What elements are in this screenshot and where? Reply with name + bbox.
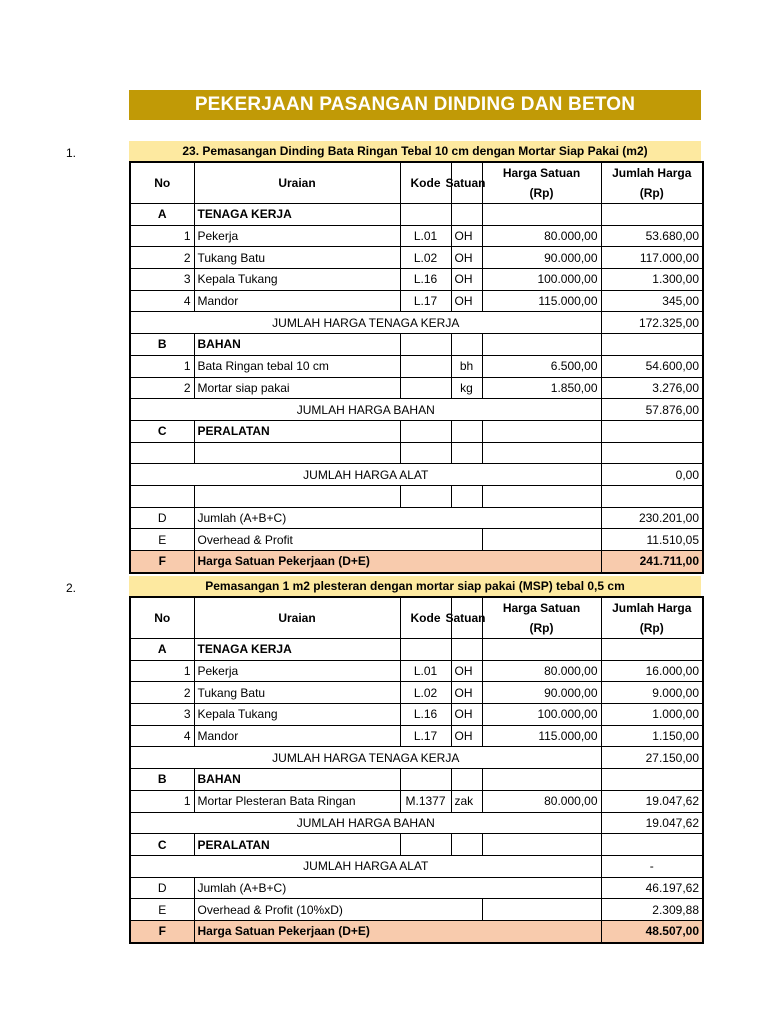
- group-label: BAHAN: [194, 334, 400, 356]
- row-kode: L.02: [400, 247, 451, 269]
- final-label: Harga Satuan Pekerjaan (D+E): [194, 920, 601, 942]
- summary-label: Overhead & Profit (10%xD): [194, 899, 482, 921]
- summary-value: 46.197,62: [601, 877, 703, 899]
- subtotal-label: JUMLAH HARGA TENAGA KERJA: [130, 747, 601, 769]
- table-header: [130, 162, 703, 183]
- table-row: [130, 247, 703, 269]
- header-kode: Kode: [400, 162, 451, 204]
- group-label: PERALATAN: [194, 834, 400, 856]
- group-code: B: [130, 769, 194, 791]
- cost-table-1: [129, 161, 704, 574]
- row-kode: L.01: [400, 660, 451, 682]
- summary-label: Overhead & Profit: [194, 529, 482, 551]
- row-uraian: Mandor: [194, 725, 400, 747]
- table-row: [130, 485, 703, 507]
- header-harga: Harga Satuan: [482, 162, 601, 183]
- summary-value: 230.201,00: [601, 507, 703, 529]
- table-row: [130, 377, 703, 399]
- header-harga-unit: (Rp): [482, 618, 601, 639]
- row-satuan: OH: [451, 247, 482, 269]
- row-satuan: OH: [451, 269, 482, 291]
- row-kode: [400, 377, 451, 399]
- row-jumlah: 9.000,00: [601, 682, 703, 704]
- row-satuan: OH: [451, 725, 482, 747]
- row-satuan: zak: [451, 790, 482, 812]
- row-kode: L.17: [400, 290, 451, 312]
- group-row: [130, 204, 703, 226]
- subtotal-value: 57.876,00: [601, 399, 703, 421]
- row-satuan: OH: [451, 290, 482, 312]
- header-jumlah-unit: (Rp): [601, 618, 703, 639]
- row-no: 1: [130, 660, 194, 682]
- subtotal-label: JUMLAH HARGA ALAT: [130, 464, 601, 486]
- row-no: 1: [130, 355, 194, 377]
- subtotal-row: [130, 747, 703, 769]
- header-satuan: Satuan: [451, 597, 482, 639]
- table-row: [130, 660, 703, 682]
- group-row: [130, 420, 703, 442]
- row-no: 3: [130, 704, 194, 726]
- row-harga: 115.000,00: [482, 725, 601, 747]
- table-row: [130, 682, 703, 704]
- final-value: 241.711,00: [601, 551, 703, 573]
- section-title: 23. Pemasangan Dinding Bata Ringan Tebal 10 cm dengan Mortar Siap Pakai (m2): [129, 141, 701, 161]
- summary-code: E: [130, 899, 194, 921]
- summary-code: D: [130, 507, 194, 529]
- header-no: No: [130, 162, 194, 204]
- header-jumlah: Jumlah Harga: [601, 162, 703, 183]
- row-satuan: OH: [451, 704, 482, 726]
- row-no: 1: [130, 225, 194, 247]
- header-jumlah-unit: (Rp): [601, 183, 703, 204]
- summary-code: E: [130, 529, 194, 551]
- row-kode: M.1377: [400, 790, 451, 812]
- header-satuan: Satuan: [451, 162, 482, 204]
- row-uraian: Mortar Plesteran Bata Ringan: [194, 790, 400, 812]
- row-harga: 80.000,00: [482, 790, 601, 812]
- row-satuan: bh: [451, 355, 482, 377]
- row-uraian: Kepala Tukang: [194, 269, 400, 291]
- row-satuan: OH: [451, 682, 482, 704]
- subtotal-row: [130, 855, 703, 877]
- row-jumlah: 345,00: [601, 290, 703, 312]
- summary-label: Jumlah (A+B+C): [194, 877, 601, 899]
- row-no: 2: [130, 377, 194, 399]
- header-uraian: Uraian: [194, 597, 400, 639]
- group-row: [130, 639, 703, 661]
- row-no: 2: [130, 682, 194, 704]
- final-label: Harga Satuan Pekerjaan (D+E): [194, 551, 601, 573]
- row-jumlah: 1.300,00: [601, 269, 703, 291]
- table-row: [130, 269, 703, 291]
- summary-row: [130, 877, 703, 899]
- row-no: 1: [130, 790, 194, 812]
- group-code: A: [130, 639, 194, 661]
- row-kode: L.17: [400, 725, 451, 747]
- row-uraian: Mandor: [194, 290, 400, 312]
- table-row: [130, 704, 703, 726]
- table-row: [130, 790, 703, 812]
- row-kode: L.16: [400, 704, 451, 726]
- row-no: 4: [130, 290, 194, 312]
- subtotal-value: 27.150,00: [601, 747, 703, 769]
- group-code: C: [130, 834, 194, 856]
- row-jumlah: 1.150,00: [601, 725, 703, 747]
- final-code: F: [130, 920, 194, 942]
- group-code: A: [130, 204, 194, 226]
- section-number: 2.: [66, 581, 77, 595]
- row-jumlah: 1.000,00: [601, 704, 703, 726]
- row-jumlah: 117.000,00: [601, 247, 703, 269]
- row-kode: L.02: [400, 682, 451, 704]
- row-uraian: Pekerja: [194, 225, 400, 247]
- final-code: F: [130, 551, 194, 573]
- group-label: BAHAN: [194, 769, 400, 791]
- row-harga: 1.850,00: [482, 377, 601, 399]
- table-row: [130, 355, 703, 377]
- row-kode: [400, 355, 451, 377]
- table-header: [130, 597, 703, 618]
- row-jumlah: 16.000,00: [601, 660, 703, 682]
- subtotal-label: JUMLAH HARGA TENAGA KERJA: [130, 312, 601, 334]
- group-row: [130, 334, 703, 356]
- row-satuan: kg: [451, 377, 482, 399]
- table-row: [130, 725, 703, 747]
- page-banner: PEKERJAAN PASANGAN DINDING DAN BETON: [129, 90, 701, 120]
- summary-row: [130, 899, 703, 921]
- group-label: TENAGA KERJA: [194, 204, 400, 226]
- group-code: C: [130, 420, 194, 442]
- row-uraian: Bata Ringan tebal 10 cm: [194, 355, 400, 377]
- summary-row: [130, 529, 703, 551]
- row-satuan: OH: [451, 660, 482, 682]
- subtotal-row: [130, 464, 703, 486]
- row-satuan: OH: [451, 225, 482, 247]
- row-harga: 80.000,00: [482, 225, 601, 247]
- row-jumlah: 3.276,00: [601, 377, 703, 399]
- table-row: [130, 225, 703, 247]
- row-uraian: Kepala Tukang: [194, 704, 400, 726]
- section-title: Pemasangan 1 m2 plesteran dengan mortar siap pakai (MSP) tebal 0,5 cm: [129, 576, 701, 596]
- subtotal-label: JUMLAH HARGA BAHAN: [130, 812, 601, 834]
- summary-value: 2.309,88: [601, 899, 703, 921]
- summary-label: Jumlah (A+B+C): [194, 507, 601, 529]
- final-row: [130, 551, 703, 573]
- summary-row: [130, 507, 703, 529]
- subtotal-value: -: [601, 855, 703, 877]
- summary-value: 11.510,05: [601, 529, 703, 551]
- header-harga: Harga Satuan: [482, 597, 601, 618]
- final-row: [130, 920, 703, 942]
- subtotal-label: JUMLAH HARGA BAHAN: [130, 399, 601, 421]
- group-code: B: [130, 334, 194, 356]
- group-row: [130, 834, 703, 856]
- section-number: 1.: [66, 146, 77, 160]
- row-kode: L.16: [400, 269, 451, 291]
- row-uraian: Tukang Batu: [194, 682, 400, 704]
- row-no: 2: [130, 247, 194, 269]
- group-row: [130, 769, 703, 791]
- subtotal-value: 19.047,62: [601, 812, 703, 834]
- header-kode: Kode: [400, 597, 451, 639]
- header-uraian: Uraian: [194, 162, 400, 204]
- row-no: 3: [130, 269, 194, 291]
- group-label: TENAGA KERJA: [194, 639, 400, 661]
- row-harga: 115.000,00: [482, 290, 601, 312]
- row-harga: 100.000,00: [482, 269, 601, 291]
- subtotal-row: [130, 399, 703, 421]
- final-value: 48.507,00: [601, 920, 703, 942]
- table-row: [130, 442, 703, 464]
- subtotal-label: JUMLAH HARGA ALAT: [130, 855, 601, 877]
- header-harga-unit: (Rp): [482, 183, 601, 204]
- table-row: [130, 290, 703, 312]
- row-jumlah: 54.600,00: [601, 355, 703, 377]
- header-no: No: [130, 597, 194, 639]
- subtotal-row: [130, 312, 703, 334]
- header-jumlah: Jumlah Harga: [601, 597, 703, 618]
- cost-table-2: [129, 596, 704, 944]
- row-harga: 80.000,00: [482, 660, 601, 682]
- row-harga: 6.500,00: [482, 355, 601, 377]
- row-uraian: Tukang Batu: [194, 247, 400, 269]
- row-harga: 90.000,00: [482, 682, 601, 704]
- row-jumlah: 53.680,00: [601, 225, 703, 247]
- summary-code: D: [130, 877, 194, 899]
- group-label: PERALATAN: [194, 420, 400, 442]
- row-no: 4: [130, 725, 194, 747]
- subtotal-value: 172.325,00: [601, 312, 703, 334]
- row-uraian: Pekerja: [194, 660, 400, 682]
- row-uraian: Mortar siap pakai: [194, 377, 400, 399]
- row-harga: 100.000,00: [482, 704, 601, 726]
- subtotal-row: [130, 812, 703, 834]
- row-harga: 90.000,00: [482, 247, 601, 269]
- row-jumlah: 19.047,62: [601, 790, 703, 812]
- row-kode: L.01: [400, 225, 451, 247]
- subtotal-value: 0,00: [601, 464, 703, 486]
